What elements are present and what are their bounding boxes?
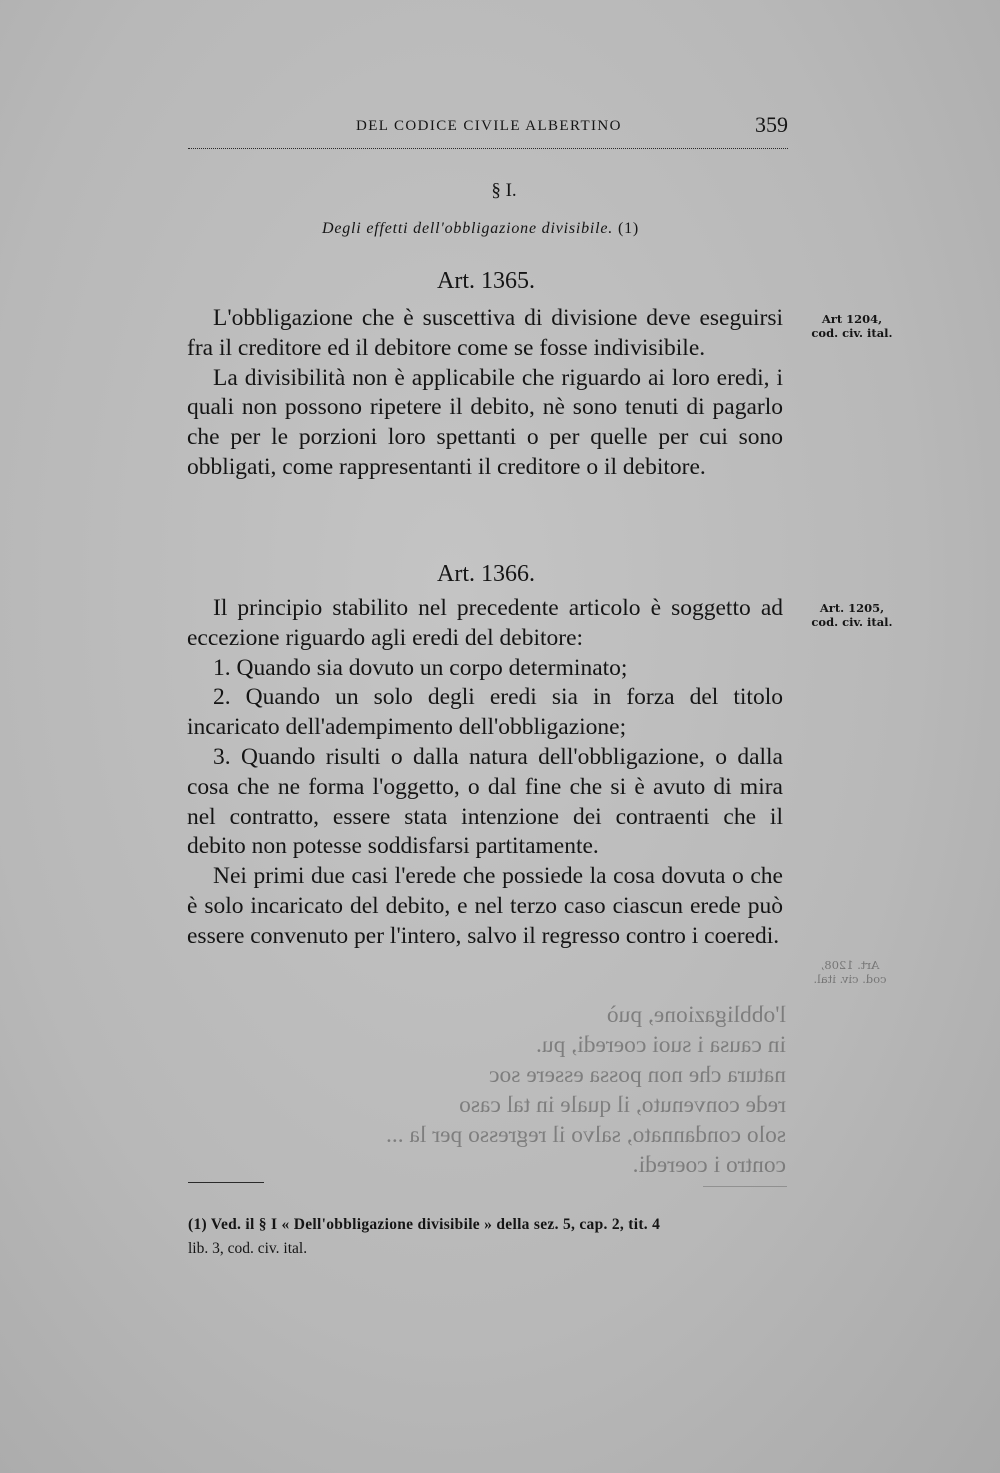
bleed-line: rede convenuto, il quale in tal caso xyxy=(459,1092,786,1118)
article-1365-body xyxy=(187,304,783,483)
footnote xyxy=(188,1213,788,1261)
bleed-line: natura che non possa essere soc xyxy=(489,1062,786,1088)
margin-note-art-1366 xyxy=(797,601,907,629)
paragraph: Nei primi due casi l'erede che possiede la cosa dovuta o che è solo incaricato del debito, e nel terzo caso ciascun erede può essere convenuto per l'intero, salvo il regresso contro i coeredi. xyxy=(187,863,783,949)
margin-note-line: Art 1204, xyxy=(821,312,883,326)
bleed-note-line: cod. civ. ital. xyxy=(813,972,887,986)
list-item: 3. Quando risulti o dalla natura dell'obbligazione, o dalla cosa che ne forma l'oggetto, o dal fine che si è avuto di mira nel contratto, essere stata intenzione dei contraenti che il debito non potesse soddisfarsi partitamente. xyxy=(187,743,783,860)
margin-note-line: cod. civ. ital. xyxy=(811,326,893,340)
paragraph: Il principio stabilito nel precedente articolo è soggetto ad eccezione riguardo agli eredi del debitore: xyxy=(187,595,783,651)
running-head-title: DEL CODICE CIVILE ALBERTINO xyxy=(356,118,622,134)
margin-note-line: cod. civ. ital. xyxy=(811,615,893,629)
bleed-line: contro i coeredi. xyxy=(632,1152,786,1178)
margin-note-art-1365 xyxy=(797,312,907,340)
footnote-line: (1) Ved. il § I « Dell'obbligazione divisibile » della sez. 5, cap. 2, tit. 4 xyxy=(188,1216,661,1233)
footnote-line: lib. 3, cod. civ. ital. xyxy=(188,1240,308,1257)
list-item: 2. Quando un solo degli eredi sia in forza del titolo incaricato dell'adempimento dell'obbligazione; xyxy=(187,684,783,741)
paragraph: L'obbligazione che è suscettiva di divisione deve eseguirsi fra il creditore ed il debitore come se fosse indivisibile. xyxy=(187,305,783,361)
article-heading-1365: Art. 1365. xyxy=(437,268,535,294)
section-subtitle xyxy=(322,220,639,238)
footnote-ref: (1) xyxy=(617,220,639,237)
article-heading-1366: Art. 1366. xyxy=(437,561,535,587)
bleed-through-rule xyxy=(703,1186,787,1187)
bleed-line: in causa i suoi coeredi, pu. xyxy=(536,1032,786,1058)
bleed-line: solo condannato, salvo il regresso per la ... xyxy=(385,1122,786,1148)
bleed-line: l'obbligazione, può xyxy=(606,1002,786,1028)
section-subtitle-text: Degli effetti dell'obbligazione divisibile. xyxy=(322,220,614,237)
section-mark: § I. xyxy=(491,180,517,201)
list-item: 1. Quando sia dovuto un corpo determinato; xyxy=(213,654,628,681)
bleed-through-text xyxy=(186,1000,786,1180)
bleed-through-margin-note xyxy=(800,958,900,986)
bleed-note-line: Art. 1208, xyxy=(820,958,880,972)
article-1366-body xyxy=(187,594,783,952)
footnote-rule xyxy=(188,1182,264,1183)
page-number: 359 xyxy=(755,112,788,137)
running-head xyxy=(188,114,788,149)
paragraph: La divisibilità non è applicabile che riguardo ai loro eredi, i quali non possono ripetere il debito, nè sono tenuti di pagarlo che per le porzioni loro spettanti o per quelle per cui sono obbligati, come rappresentanti il creditore o il debitore. xyxy=(187,364,783,480)
margin-note-line: Art. 1205, xyxy=(819,601,885,615)
